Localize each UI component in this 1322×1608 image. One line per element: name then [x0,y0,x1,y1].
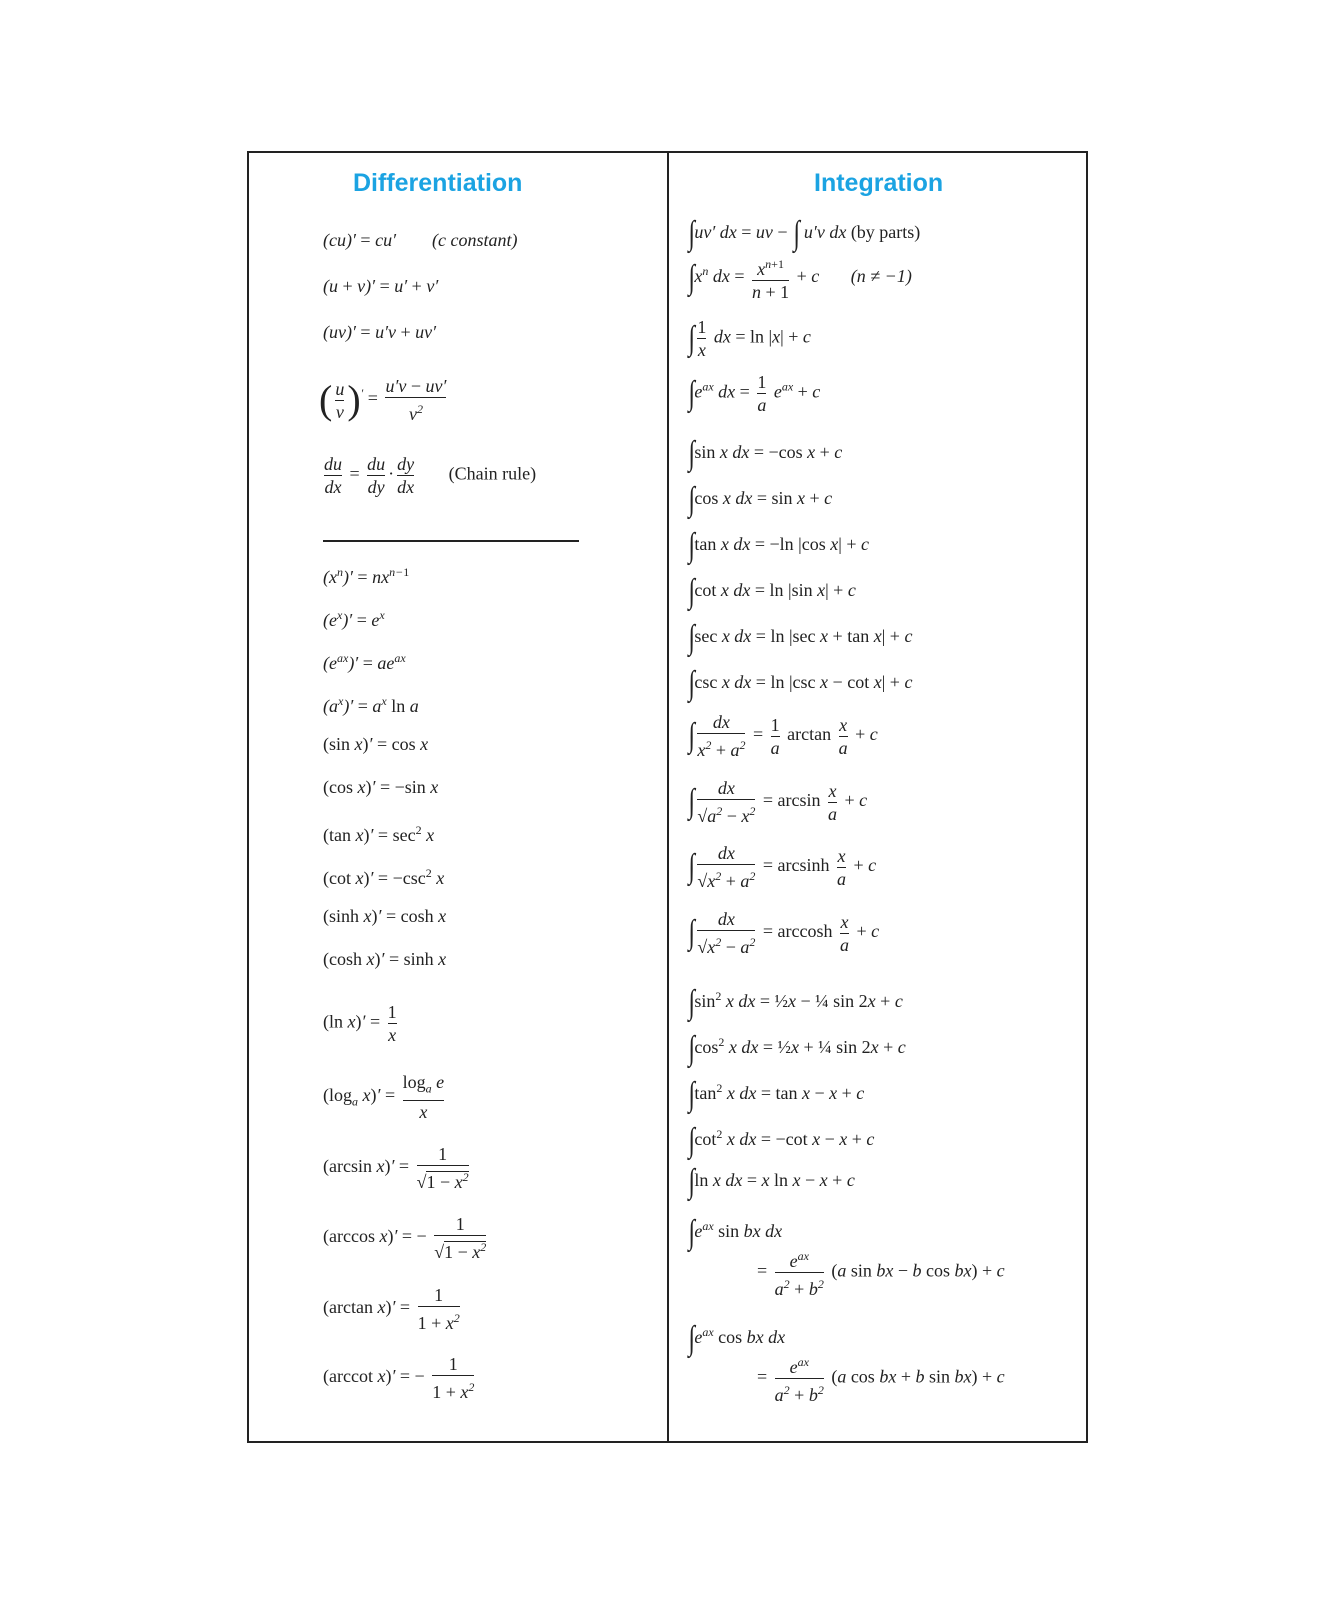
deriv-exp: $(e^x)' = e^x$ [323,608,385,630]
constant-note: (c constant) [432,230,518,250]
rule-chain: $\frac{du}{dx}$ = $\frac{du}{dy}$ · $\frac{dy}{dx}$ (Chain rule) [324,454,537,497]
rule-constant: (cu)′ = cu′ (c constant) [323,230,518,250]
deriv-sin: (sin x)′ = cos x [323,734,429,754]
integral-cos-squared: $\int\cos^2$ x dx = ½x + ¼ sin 2x + c [688,1029,906,1067]
integration-heading: Integration [814,169,944,197]
power-note: (n ≠ −1) [850,266,912,287]
deriv-power: $(x^n)' = nx^{n-1}$ [323,565,410,587]
integral-csc: ∫csc x dx = ln |csc x − cot x| + c [688,664,913,702]
integral-exp-sin-result: = $\frac{e^{ax}}{a^2 + b^2}$ (a sin bx − b cos bx) + c [757,1249,1005,1299]
integral-exp-sin: $\int e^{ax}$ sin bx dx [688,1213,783,1251]
integral-sec: ∫sec x dx = ln |sec x + tan x| + c [688,618,913,656]
rule-sum: (u + v)′ = u′ + v′ [323,276,439,296]
integral-cos: ∫cos x dx = sin x + c [688,480,833,518]
section-separator [323,540,579,542]
integral-reciprocal: ∫ $\frac{1}{x}$ dx = ln |x| + c [688,317,811,360]
integral-ln: ∫ln x dx = x ln x − x + c [688,1162,855,1200]
integral-power: $\int x^n$ dx = $\frac{x^{n+1}}{n + 1}$ + c (n ≠ −1) [688,257,912,302]
integral-exp: $\int e^{ax}$ dx = $\frac{1}{a}$ $e^{ax} + c$ [688,372,821,415]
formula-table [247,151,1088,1443]
integral-by-parts: ∫uv′ dx = uv − ∫ u′v dx (by parts) [688,214,921,252]
integral-arcsin: ∫ $\frac{dx}{√a^2 - x^2}$ = arcsin $\frac{x}{a}$ + c [688,778,868,826]
deriv-log-a: ($\log_a$ x)′ = $\frac{\log_a e}{x}$ [323,1072,445,1122]
integral-sin: ∫sin x dx = −cos x + c [688,434,843,472]
deriv-arcsin: (arcsin x)′ = $\frac{1}{√1 - x^2}$ [323,1144,469,1192]
deriv-cosh: (cosh x)′ = sinh x [323,949,447,969]
deriv-a-x: $(a^x)' = a^x$ ln a [323,694,419,716]
integral-arctan: ∫ $\frac{dx}{x^2 + a^2}$ = $\frac{1}{a}$ arctan $\frac{x}{a}$ + c [688,712,878,760]
column-divider [667,153,669,1441]
by-parts-note: (by parts) [850,222,921,242]
deriv-cot: (cot $x)' = -\csc^2$ x [323,866,445,888]
integral-cot-squared: $\int\cot^2$ x dx = −cot x − x + c [688,1121,875,1159]
deriv-cos: (cos x)′ = −sin x [323,777,439,797]
integral-sin-squared: $\int\sin^2$ x dx = ½x − ¼ sin 2x + c [688,983,903,1021]
deriv-exp-ax: $(e^{ax})' = ae^{ax}$ [323,651,406,673]
integral-exp-cos-result: = $\frac{e^{ax}}{a^2 + b^2}$ (a cos bx + b sin bx) + c [757,1355,1005,1405]
deriv-arccos: (arccos x)′ = − $\frac{1}{√1 - x^2}$ [323,1214,487,1262]
deriv-sinh: (sinh x)′ = cosh x [323,906,447,926]
deriv-tan: (tan $x)' = \sec^2 x$ [323,823,435,845]
rule-product: (uv)′ = u′v + uv′ [323,322,437,342]
deriv-arctan: (arctan x)′ = $\frac{1}{1 + x^2}$ [323,1285,460,1333]
integral-exp-cos: $\int e^{ax}$ cos bx dx [688,1319,786,1357]
differentiation-heading: Differentiation [353,169,523,197]
integral-tan: ∫tan x dx = −ln |cos x| + c [688,526,869,564]
integral-cot: ∫cot x dx = ln |sin x| + c [688,572,856,610]
integral-arccosh: ∫ $\frac{dx}{√x^2 - a^2}$ = arccosh $\frac{x}{a}$ + c [688,909,880,957]
deriv-arccot: (arccot x)′ = − $\frac{1}{1 + x^2}$ [323,1354,475,1402]
integral-tan-squared: $\int\tan^2$ x dx = tan x − x + c [688,1075,865,1113]
rule-quotient: ( $\frac{u}{v}$ )′ = $\frac{u'v - uv'}{v^2}$ [319,376,447,424]
deriv-ln: (ln x)′ = $\frac{1}{x}$ [323,1002,397,1045]
chain-rule-note: (Chain rule) [448,463,537,484]
integral-arcsinh: ∫ $\frac{dx}{√x^2 + a^2}$ = arcsinh $\frac{x}{a}$ + c [688,843,877,891]
